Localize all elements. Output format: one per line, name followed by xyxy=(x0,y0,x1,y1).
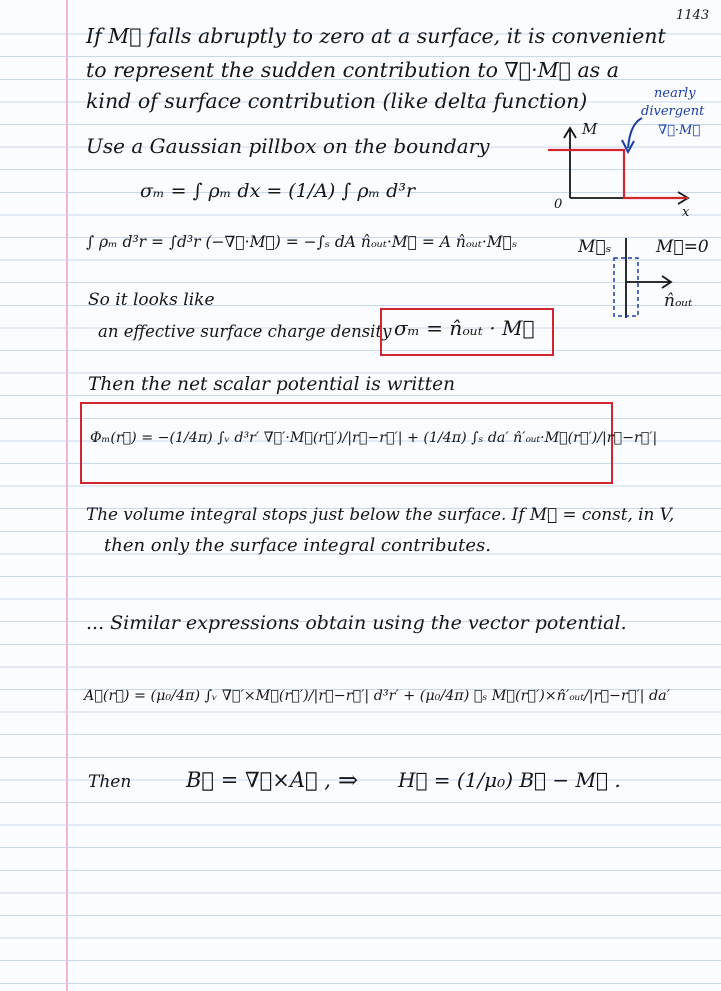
margin-line xyxy=(66,0,68,991)
potential-equation: Φₘ(r⃗) = −(1/4π) ∫ᵥ d³r′ ∇⃗′·M⃗(r⃗′)/|r⃗−r⃗′| + (1/4π) ∫ₛ da′ n̂′ₒᵤₜ·M⃗(r⃗′)/|r⃗−r⃗′| xyxy=(90,430,658,446)
annotation-line-1: nearly xyxy=(654,86,696,101)
step-graph xyxy=(544,118,694,218)
rho-integral-equation: ∫ ρₘ d³r = ∫d³r (−∇⃗·M⃗) = −∫ₛ dA n̂ₒᵤₜ·M⃗ = A n̂ₒᵤₜ·M⃗ₛ xyxy=(86,233,518,251)
graph-x-label: x xyxy=(682,205,690,218)
looks-like-line-1: So it looks like xyxy=(88,290,215,310)
potential-intro: Then the net scalar potential is written xyxy=(88,374,455,395)
final-h-equation: H⃗ = (1/μ₀) B⃗ − M⃗ . xyxy=(398,768,621,792)
surface-charge-formula: σₘ = n̂ₒᵤₜ · M⃗ xyxy=(394,316,535,340)
vector-potential-equation: A⃗(r⃗) = (μ₀/4π) ∫ᵥ ∇⃗′×M⃗(r⃗′)/|r⃗−r⃗′| d³r′ + (μ₀/4π) ∮ₛ M⃗(r⃗′)×n̂′ₒᵤₜ/|r⃗−r⃗′| da′ xyxy=(84,688,670,704)
volume-text-line-1: The volume integral stops just below the surface. If M⃗ = const, in V, xyxy=(86,504,675,524)
volume-text-line-2: then only the surface integral contributes. xyxy=(104,535,491,556)
annotation-line-3: ∇⃗·M⃗ xyxy=(658,123,701,138)
annotation-line-2: divergent xyxy=(641,104,705,119)
final-b-equation: B⃗ = ∇⃗×A⃗ , xyxy=(186,768,331,792)
boundary-left-label: M⃗ₛ xyxy=(578,237,612,257)
graph-origin: 0 xyxy=(554,197,563,212)
final-then: Then xyxy=(88,772,132,792)
sigma-equation: σₘ = ∫ ρₘ dx = (1/A) ∫ ρₘ d³r xyxy=(140,180,416,202)
intro-line-3: kind of surface contribution (like delta function) xyxy=(86,89,588,113)
similar-expressions-text: ... Similar expressions obtain using the vector potential. xyxy=(86,612,627,634)
final-implies-arrow: ⇒ xyxy=(338,766,359,794)
boundary-normal-label: n̂ₒᵤₜ xyxy=(664,291,693,311)
graph-step-curve xyxy=(548,150,688,198)
intro-line-2: to represent the sudden contribution to ∇⃗·M⃗ as a xyxy=(86,58,619,82)
page-number: 1143 xyxy=(676,8,710,23)
boundary-right-label: M⃗=0 xyxy=(656,237,709,257)
looks-like-line-2: an effective surface charge density xyxy=(98,322,392,341)
graph-y-label: M xyxy=(582,120,598,138)
pillbox-text: Use a Gaussian pillbox on the boundary xyxy=(86,134,490,158)
intro-line-1: If M⃗ falls abruptly to zero at a surface, it is convenient xyxy=(86,24,666,48)
